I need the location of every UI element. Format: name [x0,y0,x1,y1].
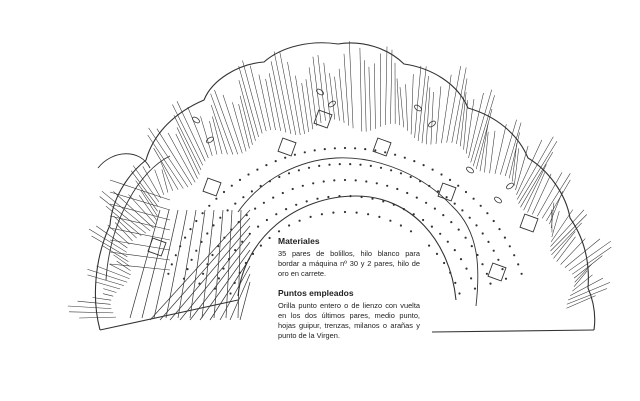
grid-line [110,216,170,230]
pricking-dot [294,154,296,156]
hatch-line [476,109,492,169]
hatch-line [155,170,164,195]
hatch-line [460,92,466,146]
hatch-line [259,75,271,130]
pricking-dot [439,233,441,235]
pricking-dot [370,165,372,167]
pricking-dot [446,196,448,198]
pricking-dot [292,188,294,190]
pricking-dot [380,167,382,169]
pricking-dot [378,216,380,218]
pricking-dot [167,273,169,275]
right-base-line [432,330,594,332]
pricking-dot [239,179,241,181]
left-corner-curve-2 [98,154,150,168]
pricking-dot [471,245,473,247]
hatch-line [495,124,506,174]
pricking-dot [394,154,396,156]
pricking-dot [371,198,373,200]
hatch-line [243,61,263,134]
pricking-dot [195,250,197,252]
pricking-dot [460,258,462,260]
square-motif [203,178,221,196]
pricking-dot [425,202,427,204]
pricking-dot [275,213,277,215]
pricking-dot [242,196,244,198]
hatch-line [415,66,421,138]
pricking-dot [333,179,335,181]
pricking-dot [431,226,433,228]
hatch-line [136,181,158,212]
pricking-dot [223,191,225,193]
pricking-dot [413,213,415,215]
hatch-line [97,266,130,279]
pricking-dot [285,208,287,210]
pricking-dot [476,254,478,256]
pricking-dot [400,172,402,174]
hatch-line [154,148,178,189]
pricking-dot [361,196,363,198]
hatch-line [570,278,603,296]
pricking-dot [312,182,314,184]
pricking-dot [272,197,274,199]
pricking-dot [521,273,523,275]
pricking-dot [234,249,236,251]
pricking-dot [269,180,271,182]
pricking-dot [284,157,286,159]
pricking-dot [509,245,511,247]
pricking-dot [179,245,181,247]
pricking-dot [470,277,472,279]
stitches-heading: Puntos empleados [278,287,354,298]
pricking-dot [423,164,425,166]
hatch-line [374,63,375,128]
pricking-dot [505,278,507,280]
pricking-dot [334,147,336,149]
pricking-dot [422,219,424,221]
pricking-dot [321,213,323,215]
pricking-dot [436,253,438,255]
hatch-line [212,117,222,155]
pricking-dot [498,228,500,230]
hatch-line [177,127,199,174]
hatch-line [78,301,111,304]
hatch-line [211,94,233,155]
pricking-dot [198,283,200,285]
pricking-dot [458,292,460,294]
pricking-dot [257,226,259,228]
pricking-dot [260,185,262,187]
hatch-line [390,50,392,124]
hatch-line [524,164,547,210]
pricking-dot [374,149,376,151]
pricking-dot [245,262,247,264]
hatch-line [102,246,128,262]
pricking-dot [256,169,258,171]
hatch-line [324,63,330,120]
pricking-dot [443,262,445,264]
pricking-dot [189,228,191,230]
pricking-dot [344,147,346,149]
pricking-dot [247,173,249,175]
pricking-dot [474,288,476,290]
pricking-dot [493,250,495,252]
pricking-dot [404,157,406,159]
pricking-dot [355,179,357,181]
pricking-dot [230,229,232,231]
pricking-dot [469,217,471,219]
hatch-line [69,312,113,313]
pricking-dot [447,241,449,243]
hatch-line [411,74,413,134]
hatch-line [349,41,353,128]
hatch-line [103,289,116,293]
pricking-dot [288,172,290,174]
pricking-dot [263,202,265,204]
hatch-line [452,68,466,143]
pricking-dot [215,198,217,200]
leaf-motif [505,182,514,190]
pricking-dot [316,198,318,200]
pricking-dot [501,268,503,270]
hatch-line [95,282,120,289]
hatch-line [295,76,304,134]
pricking-dot [487,241,489,243]
pricking-dot [223,237,225,239]
pricking-dot [252,253,254,255]
pricking-dot [278,176,280,178]
pricking-dot [229,292,231,294]
pricking-dot [202,273,204,275]
pricking-dot [454,203,456,205]
grid-line [154,210,178,318]
hatch-line [517,137,553,200]
hatch-line [490,131,495,173]
pricking-dot [449,179,451,181]
pricking-dot [251,190,253,192]
pricking-dot [486,273,488,275]
pricking-dot [517,263,519,265]
hatch-line [521,152,553,207]
pricking-dot [473,198,475,200]
pricking-dot [513,254,515,256]
pricking-dot [403,208,405,210]
pricking-dot [449,272,451,274]
hatch-line [557,237,576,262]
pricking-dot [434,208,436,210]
hatch-line [385,47,387,126]
hatch-line [436,86,441,144]
materials-text: 35 pares de bolillos, hilo blanco para bordar a máquina nº 30 y 2 pares, hilo de oro en carrete. [278,249,420,279]
pricking-dot [489,283,491,285]
hatch-line [542,173,570,218]
pricking-dot [389,220,391,222]
pricking-dot [359,164,361,166]
left-base-line [100,300,238,330]
pricking-dot [191,259,193,261]
pricking-dot [454,282,456,284]
hatch-line [211,105,227,154]
square-motif [278,138,296,156]
stitches-text: Orilla punto entero o de lienzo con vuelta en los dos últimos pares, medio punto, hojas guipur, trenzas, milanos o arañas y punto de la Virgen. [278,300,420,341]
materials-heading: Materiales [278,236,320,246]
pricking-dot [254,208,256,210]
pricking-dot [376,182,378,184]
leaf-motif [413,104,422,112]
pricking-dot [222,268,224,270]
pricking-dot [323,180,325,182]
pricking-dot [461,209,463,211]
pricking-dot [241,241,243,243]
pricking-dot [432,169,434,171]
hatch-line [551,223,581,255]
pricking-dot [386,185,388,187]
hatch-line [441,75,451,144]
pricking-dot [493,220,495,222]
hatch-line [161,162,173,191]
hatch-line [418,66,426,141]
hatch-line [215,90,238,154]
pricking-dot [382,200,384,202]
square-motif [373,138,391,156]
grid-line [220,266,250,320]
pricking-dot [393,204,395,206]
pricking-dot [400,224,402,226]
pricking-dot [306,200,308,202]
pricking-dot [288,224,290,226]
pricking-dot [440,173,442,175]
pricking-dot [457,185,459,187]
grid-line [110,228,170,240]
hatch-line [88,275,124,286]
hatch-line [335,77,340,121]
hatch-line [537,172,562,216]
pricking-dot [200,241,202,243]
pricking-dot [482,232,484,234]
pricking-dot [327,196,329,198]
pricking-dot [465,237,467,239]
pricking-dot [428,245,430,247]
leaf-motif [493,196,502,204]
hatch-line [177,101,205,161]
pricking-dot [195,220,197,222]
pricking-dot [249,233,251,235]
pricking-dot [302,185,304,187]
hatch-line [149,128,188,187]
pricking-dot [171,263,173,265]
pricking-dot [406,192,408,194]
leaf-motif [327,100,336,108]
hatch-line [201,116,213,156]
pricking-dot [480,205,482,207]
leaf-motif [465,166,474,174]
hatch-line [162,169,168,192]
hatch-line [485,132,489,173]
pricking-dot [183,278,185,280]
pricking-dot [308,167,310,169]
hatch-line [567,296,596,309]
hatch-line [339,69,344,123]
pricking-dot [314,149,316,151]
pricking-dot [218,277,220,279]
hatch-line [344,54,349,126]
hatch-line [360,48,362,132]
pricking-dot [416,197,418,199]
hatch-line [397,79,400,126]
pricking-dot [428,185,430,187]
hatch-line [406,84,408,130]
pricking-dot [265,164,267,166]
pricking-dot [349,163,351,165]
pricking-dot [238,221,240,223]
pricking-dot [239,272,241,274]
pricking-dot [324,148,326,150]
hatch-line [143,166,161,198]
pricking-dot [234,203,236,205]
pricking-dot [419,180,421,182]
hatch-line [103,294,113,297]
pricking-dot [365,180,367,182]
pricking-dot [465,268,467,270]
hatch-line [266,79,276,130]
pricking-dot [299,220,301,222]
pricking-dot [214,288,216,290]
pricking-dot [410,230,412,232]
grid-line [238,210,241,318]
pricking-dot [437,190,439,192]
hatch-line [568,282,610,300]
pricking-dot [298,169,300,171]
pricking-dot [367,213,369,215]
pricking-dot [246,214,248,216]
pricking-dot [332,212,334,214]
hatch-line [274,52,291,134]
pricking-dot [344,211,346,213]
pricking-dot [338,195,340,197]
pricking-dot [344,179,346,181]
pricking-dot [282,192,284,194]
hatch-line [369,67,371,131]
pricking-dot [410,176,412,178]
pricking-dot [413,160,415,162]
pricking-dot [219,217,221,219]
pricking-dot [266,219,268,221]
grid-line [190,210,205,318]
pricking-dot [384,151,386,153]
pricking-dot [211,254,213,256]
pricking-dot [396,188,398,190]
hatch-line [102,191,150,231]
square-motif [438,183,456,201]
pricking-dot [354,147,356,149]
pattern-info-panel [278,236,420,349]
hatch-line [364,60,366,131]
pricking-dot [175,254,177,256]
hatch-line [431,92,434,145]
pricking-dot [475,224,477,226]
pricking-dot [269,237,271,239]
pricking-dot [217,245,219,247]
net-ground-grid [110,180,250,320]
pricking-dot [295,204,297,206]
hatch-line [473,95,494,166]
pricking-dot [275,160,277,162]
square-motif [520,214,538,232]
pricking-dot [454,249,456,251]
grid-line [240,282,250,320]
pricking-dot [356,212,358,214]
pricking-dot [231,185,233,187]
pricking-dot [184,237,186,239]
pricking-dot [234,282,236,284]
hatch-line [139,195,157,220]
pricking-dot [339,163,341,165]
pricking-dot [310,216,312,218]
hatch-line [68,306,112,309]
pricking-dot [186,268,188,270]
pricking-dot [450,221,452,223]
pricking-dot [349,195,351,197]
pricking-dot [304,151,306,153]
pricking-dot [328,164,330,166]
pricking-dot [278,230,280,232]
pricking-dot [486,212,488,214]
hatch-line [400,87,404,127]
hatch-line [172,105,202,166]
pricking-dot [202,212,204,214]
hatch-line [239,80,256,141]
hatch-line [422,76,429,143]
pricking-dot [318,165,320,167]
pricking-dot [481,263,483,265]
square-motif [488,263,506,281]
pricking-dot [364,148,366,150]
pricking-dot [208,205,210,207]
hatch-line [572,247,611,274]
leaf-motif [315,88,324,96]
pricking-dot [458,229,460,231]
grid-line [178,210,196,318]
pricking-dot [206,232,208,234]
hatch-line [330,73,335,119]
leaf-motif [191,116,200,124]
pricking-dot [504,237,506,239]
pricking-dot [497,259,499,261]
pricking-dot [260,245,262,247]
pricking-dot [228,258,230,260]
pricking-dot [442,214,444,216]
pricking-dot [212,224,214,226]
pricking-dot [390,169,392,171]
pricking-dot [465,191,467,193]
hatch-line [269,73,281,131]
pricking-dot [227,209,229,211]
pricking-dot [206,263,208,265]
